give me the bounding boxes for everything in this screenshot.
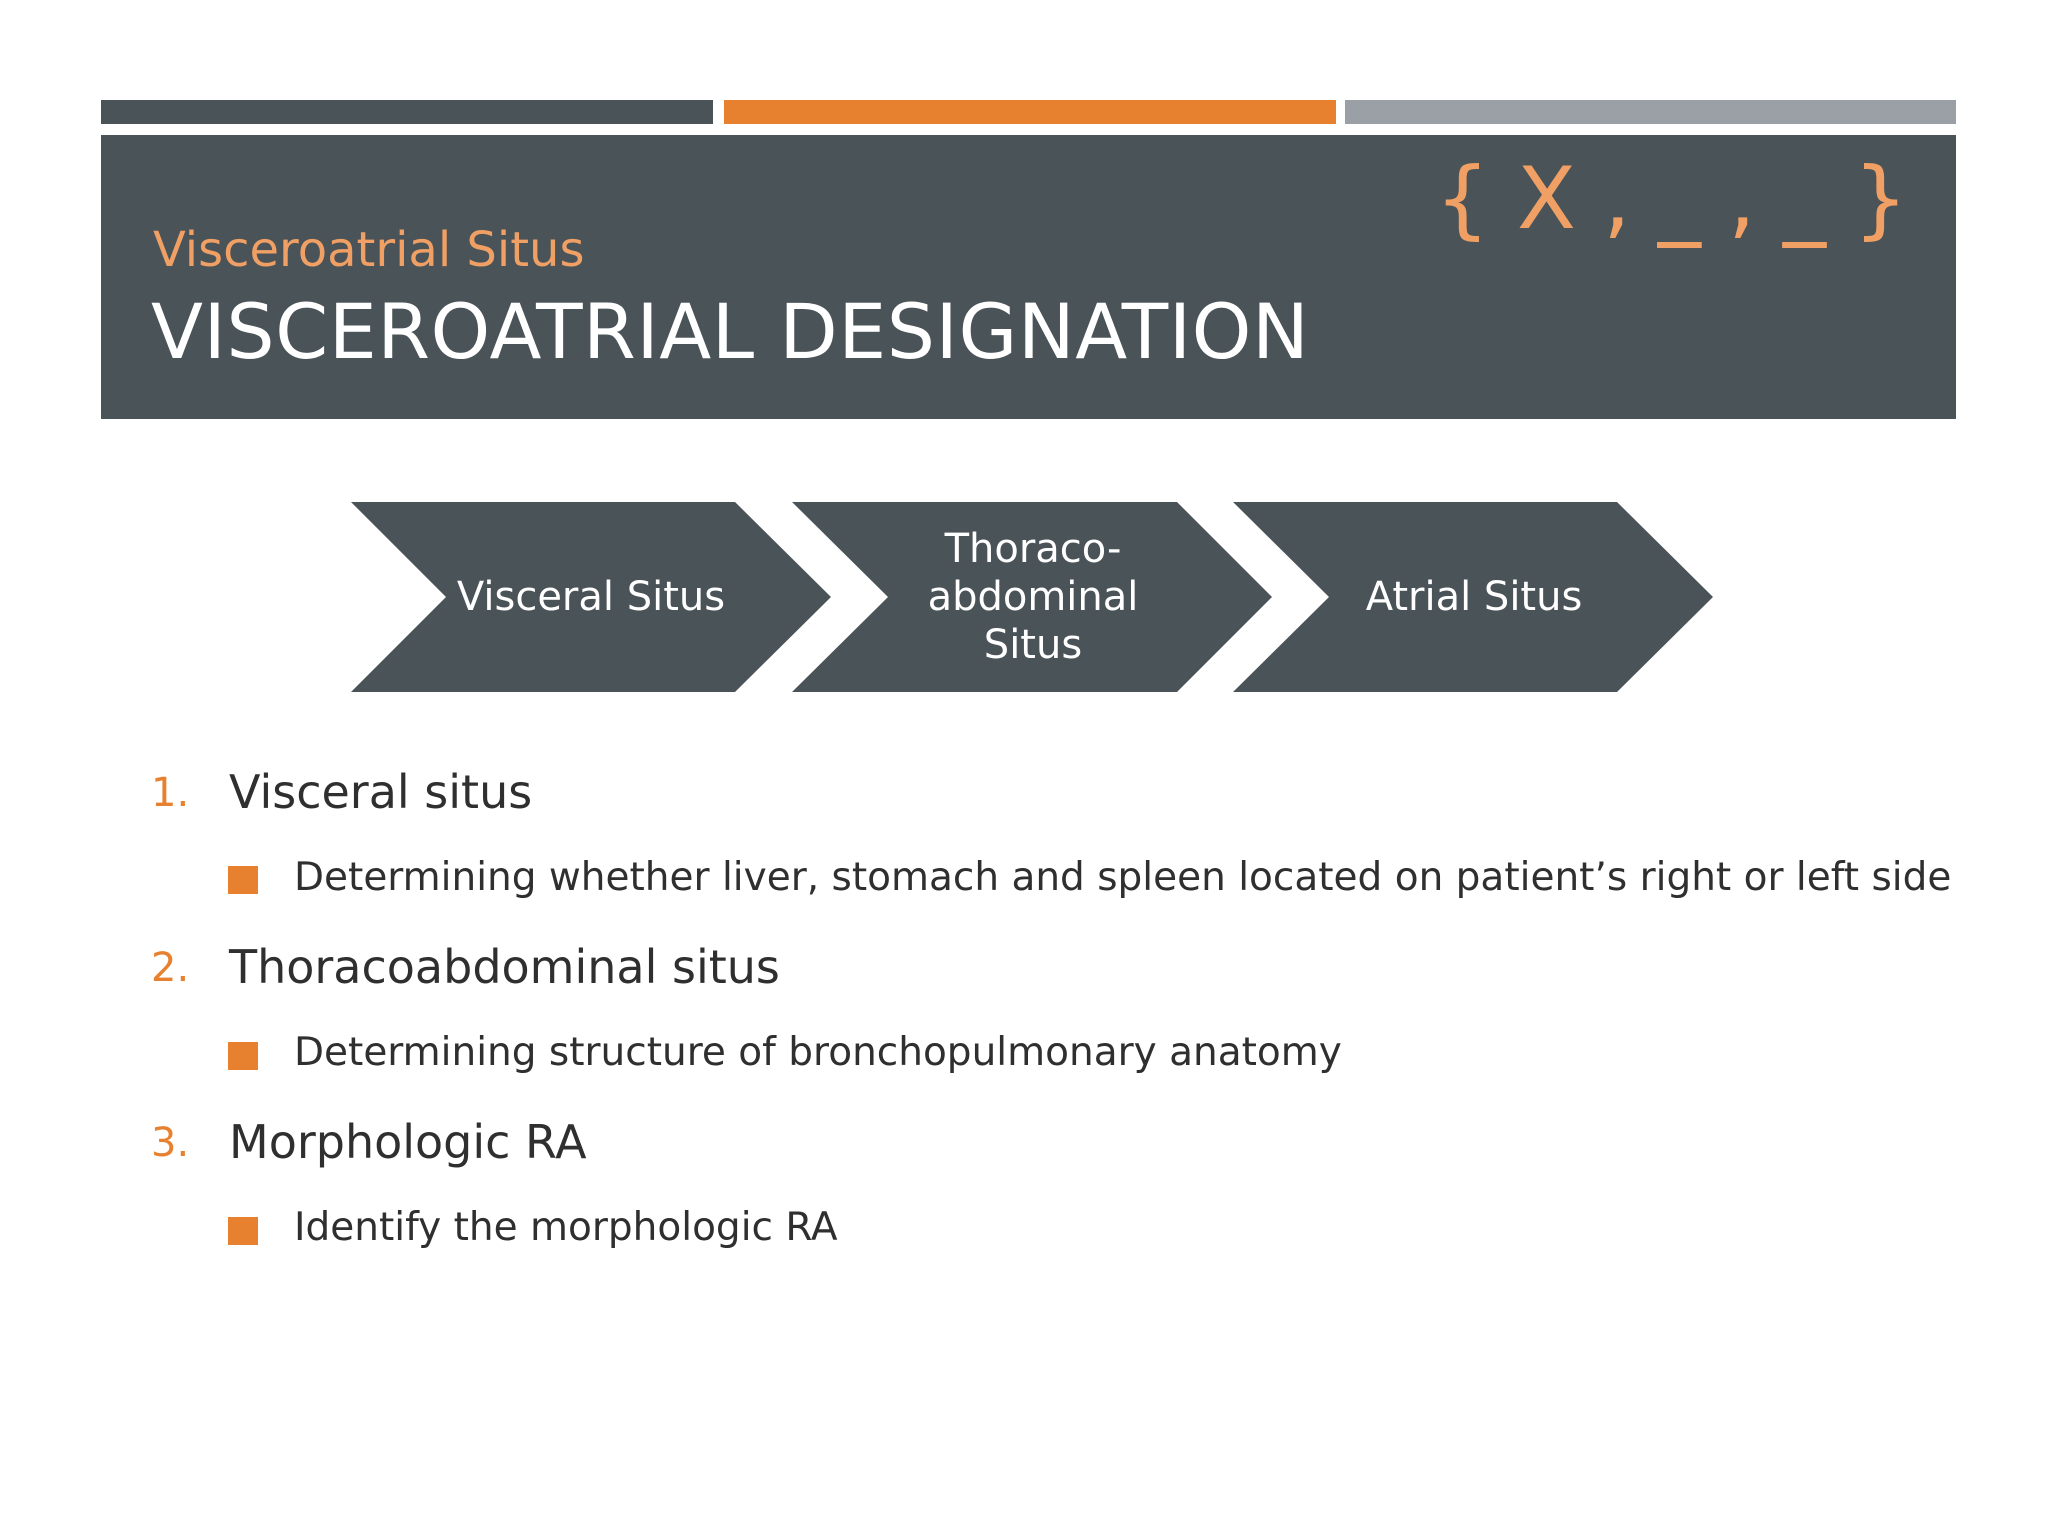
bullet-square-icon — [228, 1042, 258, 1070]
chevron-label: Atrial Situs — [1365, 574, 1583, 620]
list-number: 2. — [151, 945, 190, 991]
bullet-square-icon — [228, 866, 258, 894]
list-item-heading: Thoracoabdominal situs — [229, 940, 780, 994]
list-number: 3. — [151, 1120, 190, 1166]
list-item-detail: Determining structure of bronchopulmonary anatomy — [294, 1030, 1342, 1075]
chevron-label: Thoraco- abdominal Situs — [927, 526, 1139, 668]
slide-subtitle: Visceroatrial Situs — [153, 222, 585, 278]
list-item-heading: Morphologic RA — [229, 1115, 587, 1169]
list-number: 1. — [151, 770, 190, 816]
notation-set: { X , _ , _ } — [1434, 149, 1908, 249]
bullet-square-icon — [228, 1217, 258, 1245]
list-item-heading: Visceral situs — [229, 765, 533, 819]
list-item-detail: Identify the morphologic RA — [294, 1205, 838, 1250]
list-item-detail: Determining whether liver, stomach and spleen located on patient’s right or left side — [294, 855, 1952, 900]
slide-title: VISCEROATRIAL DESIGNATION — [151, 287, 1310, 376]
chevron-label: Visceral Situs — [456, 574, 726, 620]
